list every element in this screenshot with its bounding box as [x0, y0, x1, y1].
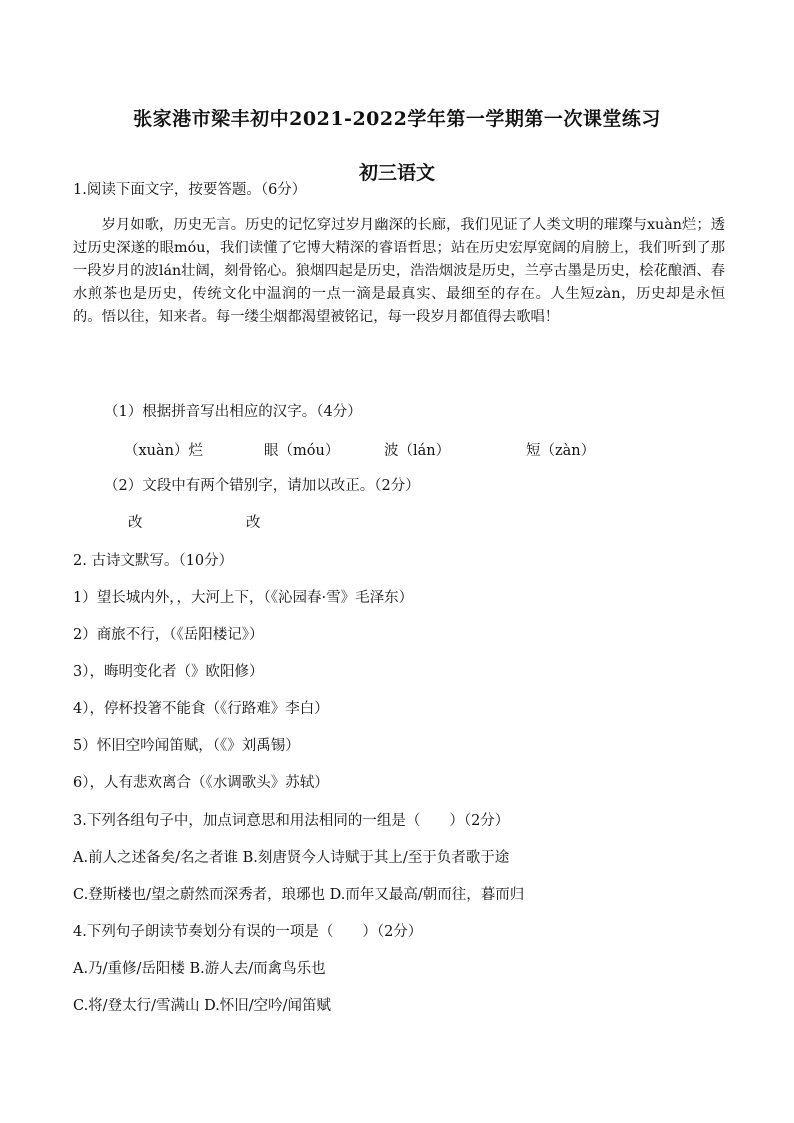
question-4-options-cd: C.将/登太行/雪满山 D.怀旧/空吟/闻笛赋 — [73, 998, 332, 1014]
poem-item-3: 3），晦明变化者（》欧阳修） — [73, 664, 264, 680]
pinyin-item-3: 波（lán） — [384, 443, 451, 459]
pinyin-item-4: 短（zàn） — [526, 443, 596, 459]
correction-2: 改 — [246, 515, 261, 531]
question-4-heading: 4.下列句子朗读节奏划分有误的一项是（ ）（2分） — [73, 924, 423, 940]
exam-subject: 初三语文 — [358, 162, 435, 184]
question-3-options-cd: C.登斯楼也/望之蔚然而深秀者，琅琊也 D.而年又最高/朝而往，暮而归 — [73, 887, 525, 903]
pinyin-item-2: 眼（móu） — [264, 443, 340, 459]
pinyin-item-1: （xuàn）烂 — [124, 443, 203, 459]
poem-item-2: 2）商旅不行，（《岳阳楼记》） — [73, 627, 264, 643]
question-4-options-ab: A.乃/重修/岳阳楼 B.游人去/而禽鸟乐也 — [73, 961, 326, 977]
question-1-sub-2: （2）文段中有两个错别字，请加以改正。（2分） — [104, 478, 420, 494]
poem-item-4: 4），停杯投箸不能食（《行路难》李白） — [73, 701, 329, 717]
question-3-options-ab: A.前人之述备矣/名之者谁 B.刻唐贤今人诗赋于其上/至于负者歌于途 — [73, 850, 510, 866]
reading-passage: 岁月如歌，历史无言。历史的记忆穿过岁月幽深的长廊，我们见证了人类文明的璀璨与xuàn烂；透过历史深遂的眼móu，我们读懂了它博大精深的睿语哲思；站在历史宏厚宽阔的肩膀上，我们听到了那一段岁月的波lán壮阔，刻骨铭心。狼烟四起是历史，浩浩烟波是历史，兰亭古墨是历史，桧花酿酒、春水煎茶也是历史，传统文化中温润的一点一滴是最真实、最细至的存在。人生短zàn，历史却是永恒的。悟以往，知来者。每一缕尘烟都渴望被铭记，每一段岁月都值得去歌唱！ — [73, 217, 725, 325]
correction-1: 改 — [128, 515, 143, 531]
exam-title: 张家港市梁丰初中2021-2022学年第一学期第一次课堂练习 — [133, 108, 661, 130]
poem-item-5: 5）怀旧空吟闻笛赋，（《》刘禹锡） — [73, 738, 300, 754]
poem-item-1: 1）望长城内外，，大河上下，（《沁园春·雪》毛泽东） — [73, 590, 414, 606]
question-1-sub-1: （1）根据拼音写出相应的汉字。（4分） — [104, 404, 362, 420]
question-3-heading: 3.下列各组句子中，加点词意思和用法相同的一组是（ ）（2分） — [73, 813, 510, 829]
question-2-heading: 2. 古诗文默写。（10分） — [73, 553, 234, 569]
poem-item-6: 6），人有悲欢离合（《水调歌头》苏轼） — [73, 775, 329, 791]
question-1-heading: 1.阅读下面文字，按要答题。（6分） — [73, 182, 307, 198]
